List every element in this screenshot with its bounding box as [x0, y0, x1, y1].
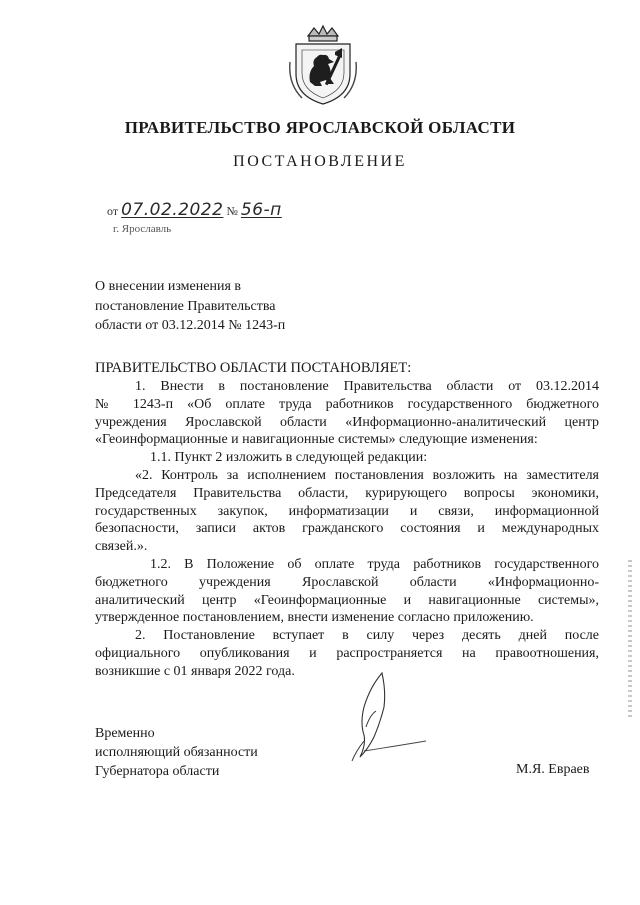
document-number: 56-п	[240, 200, 282, 220]
handwritten-signature-image	[330, 665, 430, 765]
body-line: утвержденное постановлением, внести изменение согласно приложению.	[95, 610, 534, 626]
subject-line: постановление Правительства	[95, 298, 276, 314]
document-city: г. Ярославль	[113, 223, 172, 235]
organization-title: ПРАВИТЕЛЬСТВО ЯРОСЛАВСКОЙ ОБЛАСТИ	[124, 118, 516, 137]
body-line: возникшие с 01 января 2022 года.	[95, 663, 295, 679]
document-subject	[95, 277, 285, 336]
body-line: бюджетного учреждения Ярославской области «Информационно-	[95, 574, 599, 590]
subject-line: О внесении изменения в	[95, 279, 241, 294]
body-line: «2. Контроль за исполнением постановления возложить на заместителя	[135, 467, 599, 483]
body-line: официального опубликования и распространяется на правоотношения,	[95, 645, 599, 661]
signatory-title-line: исполняющий обязанности	[95, 745, 258, 760]
signatory-title-line: Временно	[95, 726, 155, 741]
signatory-title	[95, 724, 258, 781]
document-date-number	[107, 200, 282, 220]
signatory-name: М.Я. Евраев	[516, 762, 590, 777]
body-line: 2. Постановление вступает в силу через десять дней после	[135, 628, 599, 644]
body-line: безопасности, записи актов гражданского состояния и международных	[95, 521, 599, 537]
body-line: учреждения Ярославской области «Информационно-аналитический центр	[95, 414, 599, 430]
date-prefix: от	[107, 204, 119, 218]
signatory-title-line: Губернатора области	[95, 764, 220, 779]
body-line: 1.2. В Положение об оплате труда работников государственного	[150, 556, 599, 572]
body-line: государственных закупок, информатизации и связи, информационной	[95, 503, 599, 519]
document-type: ПОСТАНОВЛЕНИЕ	[233, 153, 407, 170]
coat-of-arms-emblem	[288, 24, 358, 106]
body-line: «Геоинформационные и навигационные системы» следующие изменения:	[95, 432, 538, 448]
body-line: 1.1. Пункт 2 изложить в следующей редакции:	[150, 450, 428, 466]
body-line: 1. Внести в постановление Правительства области от 03.12.2014	[135, 379, 599, 394]
document-body	[95, 378, 599, 681]
subject-line: области от 03.12.2014 № 1243-п	[95, 318, 286, 333]
body-line: аналитический центр «Геоинформационные и навигационные системы»,	[95, 592, 599, 608]
document-date: 07.02.2022	[121, 200, 224, 220]
number-prefix: №	[226, 204, 238, 218]
body-line: № 1243-п «Об оплате труда работников государственного бюджетного	[95, 396, 599, 412]
scan-edge-mark	[628, 560, 632, 720]
body-line: Председателя Правительства области, курирующего вопросы экономики,	[95, 485, 599, 501]
decree-heading: ПРАВИТЕЛЬСТВО ОБЛАСТИ ПОСТАНОВЛЯЕТ:	[95, 360, 412, 376]
body-line: связей.».	[95, 539, 148, 555]
